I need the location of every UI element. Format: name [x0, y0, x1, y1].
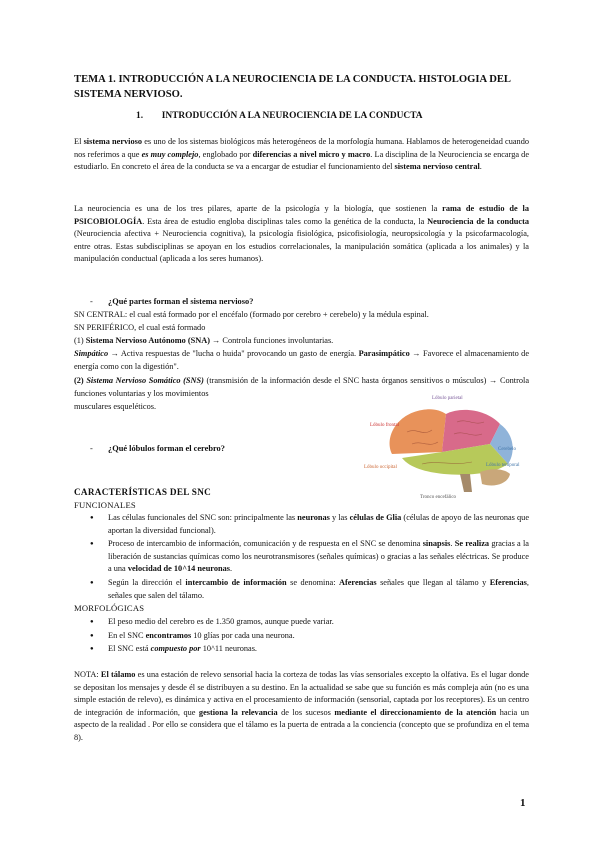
subheading-funcionales: FUNCIONALES	[74, 500, 136, 510]
label-cerebelo: Cerebelo	[498, 447, 517, 452]
section-number: 1.	[136, 111, 144, 121]
brain-lobes-illustration	[362, 392, 530, 502]
list-item: ● Según la dirección el intercambio de información se denomina: Aferencias señales que llegan al tálamo y Eferencias, señales que salen del tálamo.	[74, 577, 529, 602]
paragraph-psicobiologia: La neurociencia es una de los tres pilares, aparte de la psicología y la biología, que sostienen la rama de estudio de la PSICOBIOLOGÍA. Esta área de estudio engloba disciplinas tales como la genética de la conducta, la Neurociencia de la conducta (Neurociencia afectiva + Neurociencia cognitiva), la psicología fisiológica, psicofisiología, neuropsicología y la psicofarmacología, entre otras. Estas subdisciplinas se apoyan en los estudios correlacionales, la manipulación somática (aplicada a los animales) y la manipulación conductual (aplicada a los seres humanos).	[74, 204, 529, 264]
nota-talamo-paragraph: NOTA: El tálamo es una estación de relevo sensorial hacia la corteza de todas las vías sensoriales excepto la olfativa. Es el lugar donde se depositan los mensajes y desde él se distribuyen a su destino. En la actualidad se sabe que su función es más compleja aún (no es una simple estación de relevo), es dinámica y activa en el procesamiento de información (sensorial, captada por los receptores). Es un centro de integración de información, que gestiona la relevancia de los sucesos mediante el direccionamiento de la atención hacia un aspecto de la realidad . Por ello se considera que el tálamo es la puerta de entrada a la conciencia (concepto que se profundiza en el tema 8).	[74, 670, 529, 742]
heading-caracteristicas-snc: CARACTERÍSTICAS DEL SNC	[74, 487, 212, 497]
paragraph-sistema-nervioso: El sistema nervioso es uno de los sistemas biológicos más heterogéneos de la morfología humana. Hablamos de heterogeneidad cuando nos referimos a que es muy complejo, englobado por diferencias a nivel micro y macro. La disciplina de la Neurociencia se encarga de estudiarlo. En concreto el área de la conducta se va a encargar de estudiar el funcionamiento del sistema nervioso central.	[74, 137, 530, 172]
cerebellum	[480, 469, 510, 485]
label-tronco-encefalico: Tronco encefálico	[420, 495, 457, 500]
label-lobulo-occipital: Lóbulo occipital	[364, 465, 397, 470]
section-title	[136, 111, 423, 121]
document-title: TEMA 1. INTRODUCCIÓN A LA NEUROCIENCIA DE LA CONDUCTA. HISTOLOGIA DEL SISTEMA NERVIOSO.	[74, 74, 511, 100]
list-item: ● El peso medio del cerebro es de 1.350 gramos, aunque puede variar.	[74, 616, 529, 629]
list-item: ● Las células funcionales del SNC son: principalmente las neuronas y las células de Glia (células de apoyo de las neuronas que aportan la diversidad funcional).	[74, 512, 529, 537]
sns-continuation: musculares esqueléticos.	[74, 402, 157, 411]
brainstem	[460, 474, 472, 492]
question-lobulos-cerebro: - ¿Qué lóbulos forman el cerebro?	[90, 444, 225, 453]
subheading-morfologicas: MORFOLÓGICAS	[74, 603, 145, 613]
sns-paragraph: (2) Sistema Nervioso Somático (SNS) (transmisión de la información desde el SNC hasta órganos sensitivos o músculos) → Controla funciones voluntarias y los movimientos	[74, 376, 530, 398]
list-item: ● El SNC está compuesto por 10^11 neuronas.	[74, 643, 529, 656]
sn-central-line: SN CENTRAL: el cual está formado por el encéfalo (formado por cerebro + cerebelo) y la médula espinal.	[74, 310, 429, 319]
section-title-text: INTRODUCCIÓN A LA NEUROCIENCIA DE LA CONDUCTA	[161, 111, 423, 121]
label-lobulo-temporal: Lóbulo temporal	[486, 463, 520, 468]
label-lobulo-parietal: Lóbulo parietal	[432, 396, 463, 401]
list-morfologicas	[74, 616, 529, 656]
page-number: 1	[520, 797, 526, 809]
list-item: ● Proceso de intercambio de información, comunicación y de respuesta en el SNC se denomina sinapsis. Se realiza gracias a la liberación de sustancias químicas como los neurotransmisores (señales químicas) o gracias a las señales eléctricas. Se produce a una velocidad de 10^14 neuronas.	[74, 538, 529, 576]
question-partes-sistema-nervioso: - ¿Qué partes forman el sistema nervioso?	[90, 297, 254, 306]
sna-line: (1) Sistema Nervioso Autónomo (SNA) → Controla funciones involuntarias.	[74, 336, 334, 345]
sn-periferico-line: SN PERIFÉRICO, el cual está formado	[74, 323, 206, 332]
label-lobulo-frontal: Lóbulo frontal	[370, 423, 400, 428]
list-item: ● En el SNC encontramos 10 glías por cada una neurona.	[74, 630, 529, 643]
list-funcionales	[74, 512, 529, 602]
simpatico-paragraph: Simpático → Activa respuestas de "lucha o huida" provocando un gasto de energía. Parasimpático → Favorece el almacenamiento de energía como con la digestión".	[74, 349, 530, 371]
